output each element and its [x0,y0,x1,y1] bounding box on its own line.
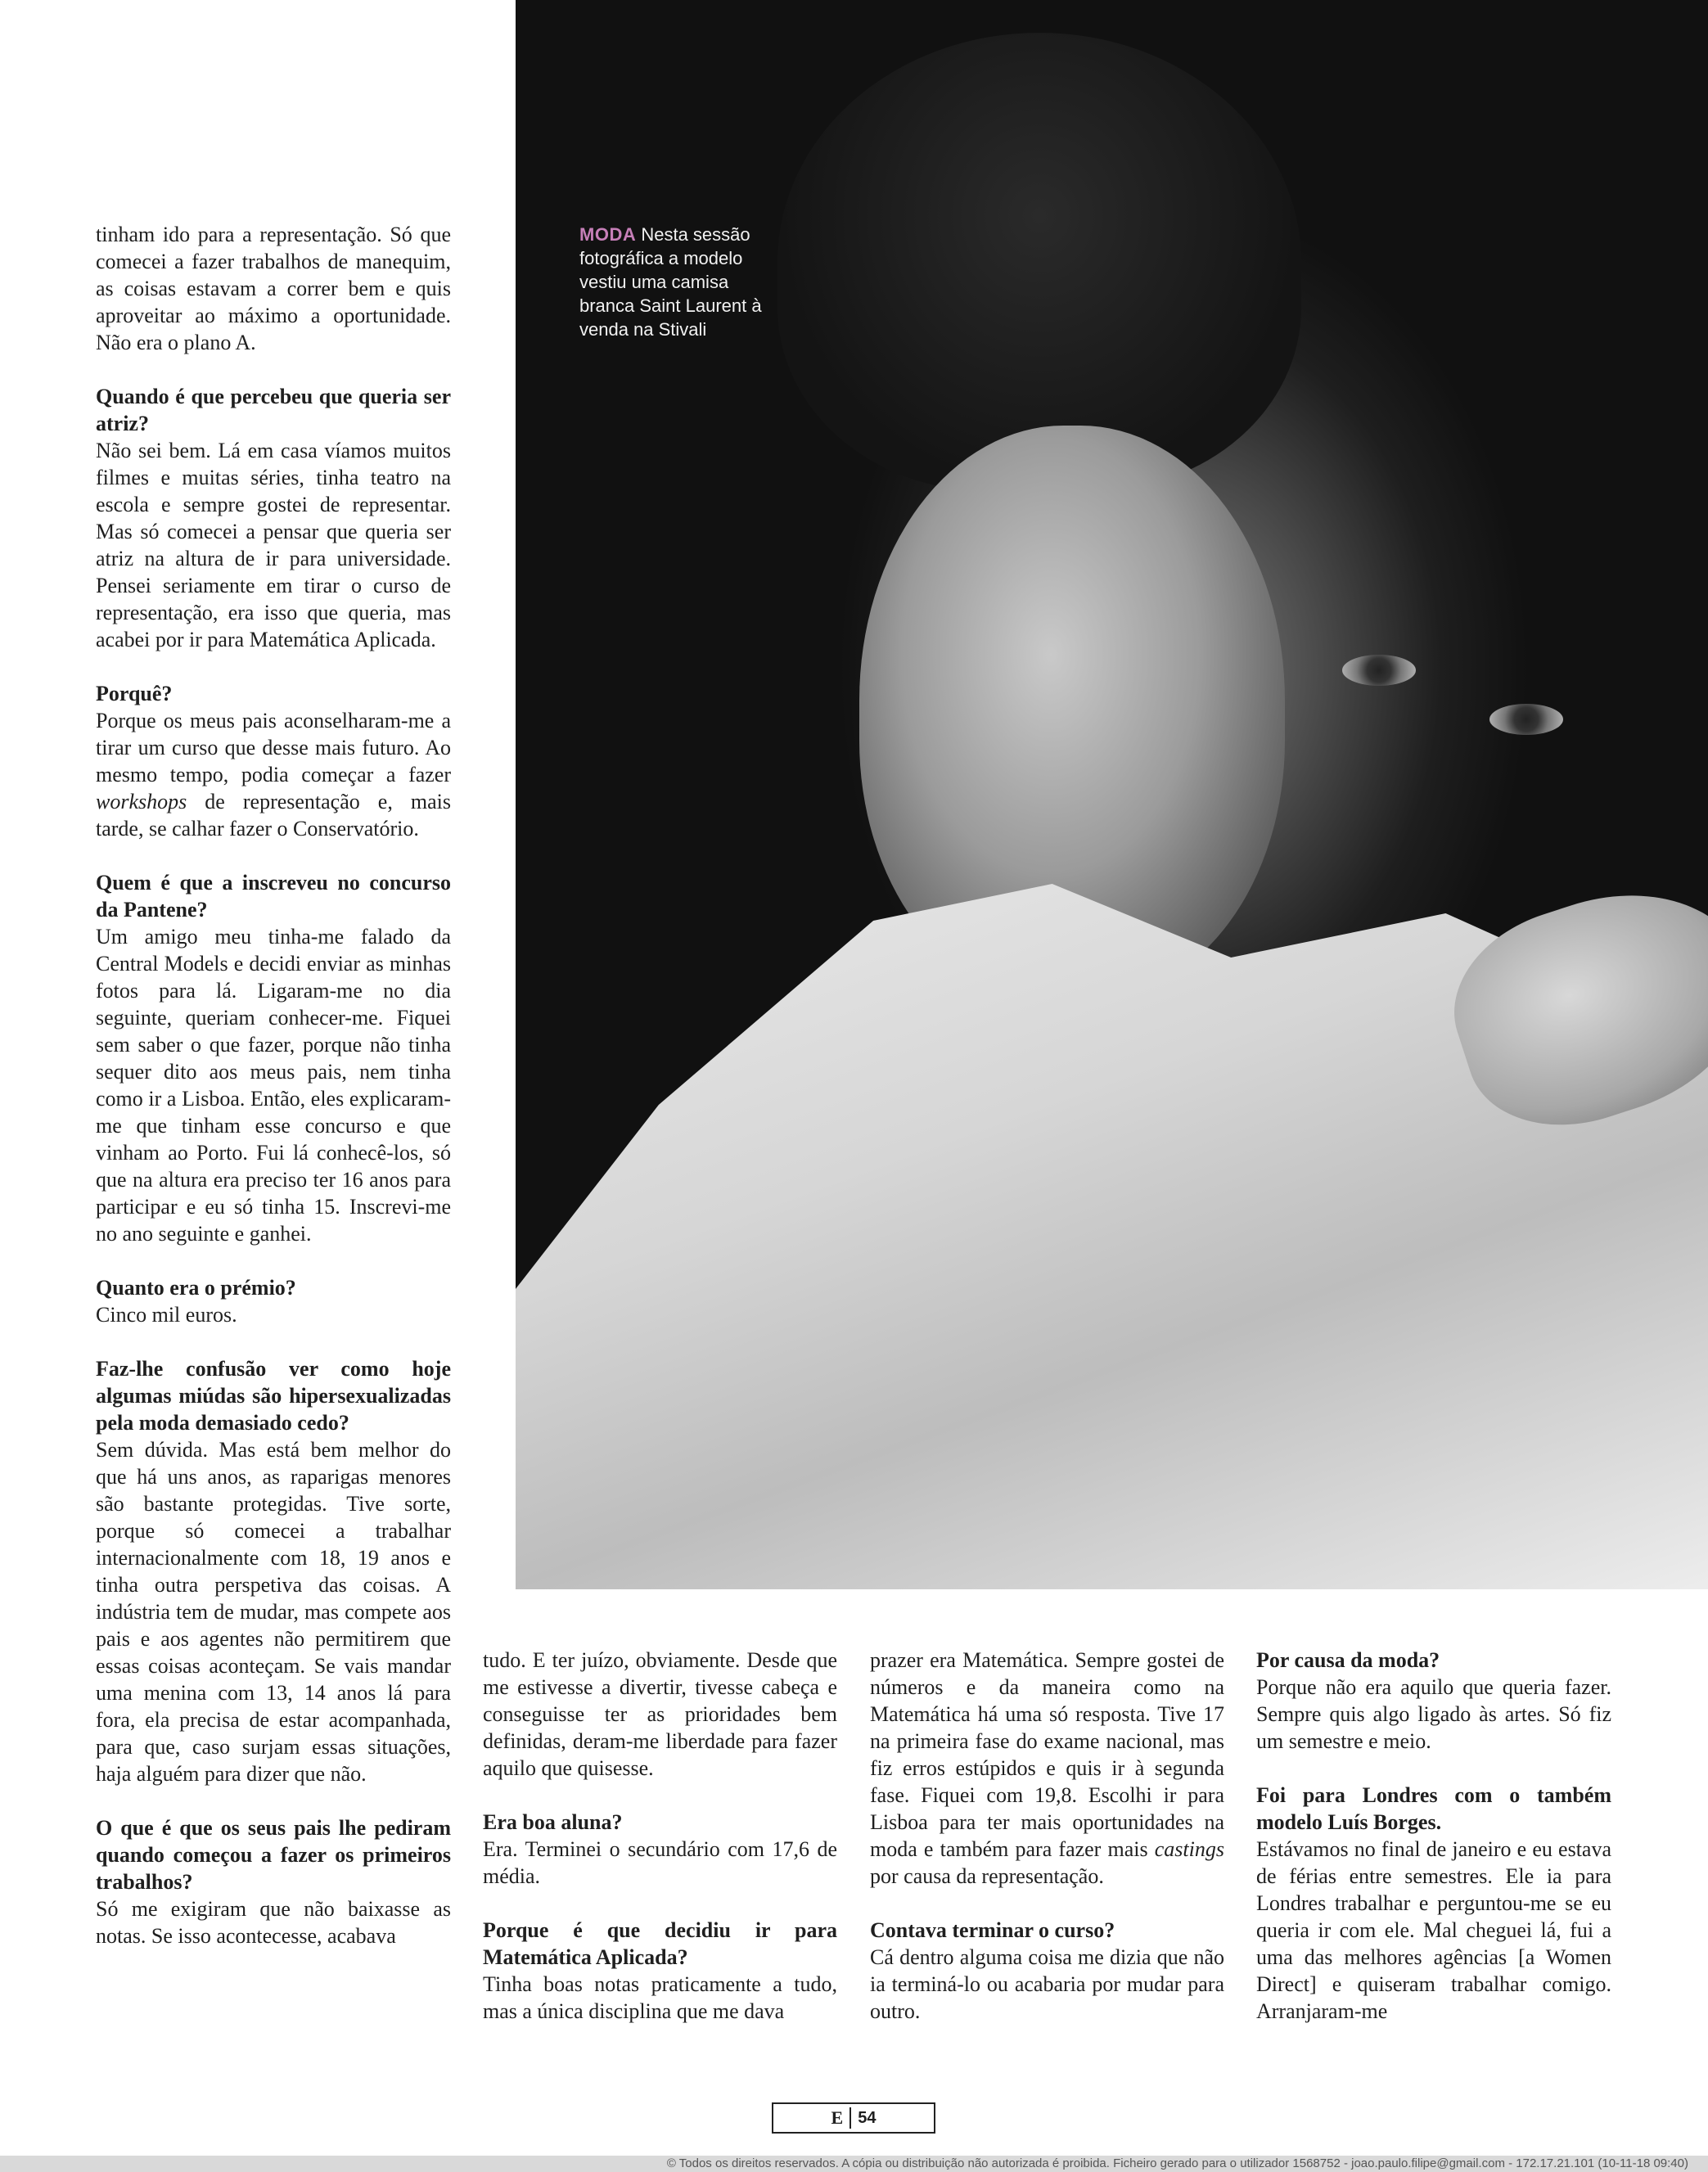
answer-emphasis: workshops [96,790,187,813]
caption-kicker: MODA [579,224,637,245]
question: Quando é que percebeu que queria ser atriz? [96,385,451,435]
answer: Estávamos no final de janeiro e eu estava de férias entre semestres. Ele ia para Londres trabalhar e perguntou-me se eu queria ir com ele. Mal cheguei lá, fui a uma das melhores agências [a Women Direct] e quiseram trabalhar comigo. Arranjaram-me [1256,1837,1611,2023]
qa-block [483,1809,837,1890]
question: Era boa aluna? [483,1810,623,1834]
qa-block [1256,1647,1611,1755]
article-column-b [483,1647,837,2025]
page-number: 54 [858,2108,877,2127]
hair-shape [777,33,1301,491]
answer: Sem dúvida. Mas está bem melhor do que há uns anos, as raparigas menores são bastante protegidas. Tive sorte, porque só comecei a trabalhar internacionalmente com 18, 19 anos e tinha outra perspetiva das coisas. A indústria tem de mudar, mas compete aos pais e aos agentes não permitirem que essas coisas aconteçam. Se vais mandar uma menina com 13, 14 anos lá para fora, ela precisa de estar acompanhada, para que, caso surjam essas situações, haja alguém para dizer que não. [96,1438,451,1786]
answer-part: Porque os meus pais aconselharam-me a tirar um curso que desse mais futuro. Ao mesmo tempo, podia começar a fazer [96,709,451,786]
qa-block [96,869,451,1247]
answer-part: de representação e, mais tarde, se calhar fazer o Conservatório. [96,790,451,840]
article-column-d [1256,1647,1611,2025]
page-folio [772,2102,935,2134]
question: Quanto era o prémio? [96,1276,296,1300]
question: Contava terminar o curso? [870,1918,1115,1942]
answer: Não sei bem. Lá em casa víamos muitos filmes e muitas séries, tinha teatro na escola e sempre gostei de representar. Mas só comecei a pensar que queria ser atriz na altura de ir para universidade. Pensei seriamente em tirar o curso de representação, era isso que queria, mas acabei por ir para Matemática Aplicada. [96,439,451,651]
answer: Tinha boas notas praticamente a tudo, mas a única disciplina que me dava [483,1972,837,2023]
paragraph-part: prazer era Matemática. Sempre gostei de números e da maneira como na Matemática há uma só resposta. Tive 17 na primeira fase do exame nacional, mas fiz erros estúpidos e quis ir à segunda fase. Fiquei com 19,8. Escolhi ir para Lisboa para ter mais oportunidades na moda e também para fazer mais [870,1648,1224,1861]
magazine-mark: E [831,2107,844,2128]
answer: Um amigo meu tinha-me falado da Central Models e decidi enviar as minhas fotos para lá. Ligaram-me no dia seguinte, queriam conhecer-me. Fiquei sem saber o que fazer, porque não tinha sequer dito aos meus pais, nem tinha como ir a Lisboa. Então, eles explicaram-me que tinham esse concurso e que vinham ao Porto. Fui lá conhecê-los, só que na altura era preciso ter 16 anos para participar e eu só tinha 15. Inscrevi-me no ano seguinte e ganhei. [96,925,451,1246]
photo-caption [579,223,776,341]
qa-block [96,1814,451,1949]
answer: Só me exigiram que não baixasse as notas. Se isso acontecesse, acabava [96,1897,451,1948]
caption-text: Nesta sessão fotográfica a modelo vestiu uma camisa branca Saint Laurent à venda na Stivali [579,224,762,340]
article-column-left [96,221,451,1949]
folio-divider [849,2107,851,2129]
answer: Cinco mil euros. [96,1303,237,1327]
paragraph: tudo. E ter juízo, obviamente. Desde que me estivesse a divertir, tivesse cabeça e conseguisse ter as prioridades bem definidas, deram-me liberdade para fazer aquilo que quisesse. [483,1648,837,1780]
paragraph: tinham ido para a representação. Só que comecei a fazer trabalhos de manequim, as coisas estavam a correr bem e quis aproveitar ao máximo a oportunidade. Não era o plano A. [96,223,451,354]
question: Quem é que a inscreveu no concurso da Pantene? [96,871,451,922]
article-column-c [870,1647,1224,2025]
left-eye-shape [1342,655,1416,686]
question: Porquê? [96,682,173,705]
qa-block [1256,1782,1611,2025]
paragraph [870,1647,1224,1890]
answer [96,707,451,842]
paragraph-part: por causa da representação. [870,1864,1104,1888]
question: Faz-lhe confusão ver como hoje algumas miúdas são hipersexualizadas pela moda demasiado cedo? [96,1357,451,1435]
question: Por causa da moda? [1256,1648,1440,1672]
qa-block [96,383,451,653]
question: Porque é que decidiu ir para Matemática Aplicada? [483,1918,837,1969]
qa-block [483,1917,837,2025]
answer: Porque não era aquilo que queria fazer. Sempre quis algo ligado às artes. Só fiz um semestre e meio. [1256,1675,1611,1753]
paragraph-emphasis: castings [1154,1837,1224,1861]
qa-block [96,1355,451,1787]
copyright-footer: © Todos os direitos reservados. A cópia ou distribuição não autorizada é proibida. Ficheiro gerado para o utilizador 1568752 - joao.paulo.filipe@gmail.com - 172.17.21.101 (10-11-18 09:40) [0,2156,1708,2172]
right-eye-shape [1489,704,1563,735]
question: Foi para Londres com o também modelo Luís Borges. [1256,1783,1611,1834]
answer: Era. Terminei o secundário com 17,6 de média. [483,1837,837,1888]
answer: Cá dentro alguma coisa me dizia que não ia terminá-lo ou acabaria por mudar para outro. [870,1945,1224,2023]
qa-block [870,1917,1224,2025]
question: O que é que os seus pais lhe pediram quando começou a fazer os primeiros trabalhos? [96,1816,451,1894]
qa-block [96,680,451,842]
qa-block [96,1274,451,1328]
